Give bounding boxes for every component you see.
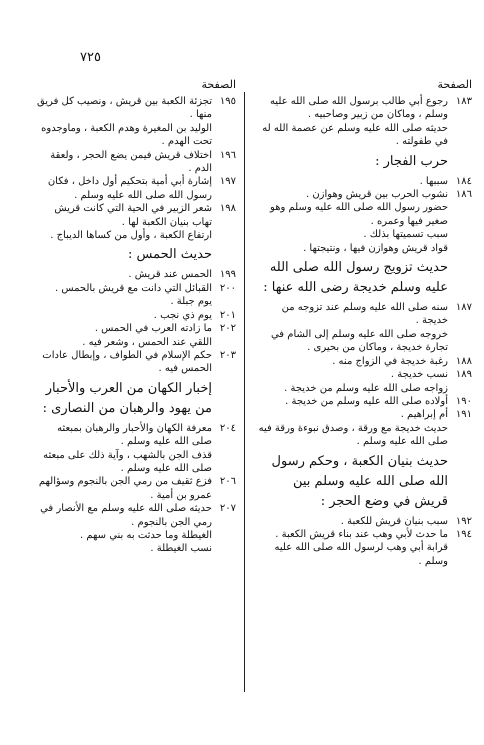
entry-text: رغبة خديجة في الزواج منه .	[332, 355, 448, 367]
entry-text: ما زادته العرب في الحمس .	[94, 323, 212, 335]
index-entry	[36, 349, 236, 376]
entry-text: سببها .	[419, 175, 448, 187]
index-entry	[36, 149, 236, 176]
column-body-right	[256, 95, 472, 568]
section-heading: حديث بنيان الكعبة ، وحكم رسول الله صلى الله عليه وسلم بين قريش في وضع الحجر :	[271, 453, 448, 509]
page-ref-number: ١٩٢	[455, 515, 472, 527]
entry-text: ما حدث لأبي وهب عند بناء قريش الكعبة .	[275, 528, 448, 540]
page-ref-number: ٢٠٦	[219, 476, 236, 488]
index-entry	[36, 502, 236, 529]
index-entry	[256, 528, 472, 541]
entry-text: تجزئة الكعبة بين قريش ، ونصيب كل فريق منها .	[36, 96, 212, 121]
entry-continuation: ارتفاع الكعبة ، وأول من كساها الديباج .	[50, 230, 212, 242]
page-ref-number: ٢٠٤	[219, 422, 236, 434]
page-ref-number: ٢٠٧	[219, 503, 236, 515]
page-ref-number: ٢٠٠	[219, 282, 236, 294]
entry-text: أم إبراهيم .	[400, 409, 448, 421]
entry-continuation: يوم جبلة .	[170, 296, 212, 308]
index-column-left	[36, 78, 236, 556]
index-entry	[36, 202, 236, 229]
page-ref-number: ١٩٥	[219, 96, 236, 107]
entry-text: الحمس عند قريش .	[128, 269, 212, 281]
entry-text: يوم ذي نجب .	[153, 309, 212, 321]
entry-continuation: قذف الجن بالشهب ، وآية ذلك على مبعثه صلى الله عليه وسلم .	[43, 449, 212, 474]
index-entry	[36, 175, 236, 202]
entry-text: فزع ثقيف من رمي الجن بالنجوم وسؤالهم عمرو بن أمية .	[38, 476, 212, 501]
section-heading: إخبار الكهان من العرب والأحبار من يهود والرهبان من النصارى :	[42, 380, 212, 416]
entry-text: حديثه صلى الله عليه وسلم مع الأنصار في رمي الجن بالنجوم .	[40, 503, 212, 528]
index-column-right	[256, 78, 472, 568]
entry-continuation: حضور رسول الله صلى الله عليه وسلم وهو صغير فيها وعمره .	[270, 202, 448, 227]
entry-text: اختلاف قريش فيمن يضع الحجر ، ولعقة الدم .	[50, 149, 212, 175]
index-entry	[256, 408, 472, 421]
column-header-right: الصفحة	[437, 78, 472, 91]
index-entry	[36, 422, 236, 449]
entry-continuation: الوليد بن المغيرة وهدم الكعبة ، وماوجدوه تحت الهدم .	[41, 122, 212, 148]
entry-continuation: نسب الغيطلة .	[150, 543, 212, 555]
entry-text: إشارة أبي أمية بتحكيم أول داخل ، فكان رسول الله صلى الله عليه وسلم .	[47, 176, 212, 201]
entry-text: نسب خديجة .	[390, 369, 448, 381]
column-body-left	[36, 95, 236, 556]
page-ref-number: ١٨٦	[455, 189, 472, 201]
page-ref-number: ١٩١	[455, 409, 472, 421]
entry-text: سنه صلى الله عليه وسلم عند تزوجه من خديجة .	[281, 302, 448, 327]
index-entry	[256, 95, 472, 122]
page-ref-number: ١٩٩	[219, 269, 236, 281]
index-entry	[256, 355, 472, 368]
entry-text: سبب بنيان قريش للكعبة .	[340, 515, 448, 527]
entry-continuation: سبب تسميتها بذلك .	[363, 229, 448, 241]
index-entry	[36, 475, 236, 502]
index-entry	[36, 282, 236, 295]
page-ref-number: ١٨٨	[455, 355, 472, 367]
entry-text: القبائل التي دانت مع قريش بالحمس .	[55, 282, 212, 294]
entry-text: رجوع أبي طالب برسول الله صلى الله عليه وسلم ، وماكان من زبير وصاحبيه .	[269, 96, 448, 121]
entry-continuation: الغيطلة وما حدثت به بني سهم .	[80, 529, 212, 541]
index-entry	[256, 188, 472, 201]
page-ref-number: ١٨٣	[455, 96, 472, 107]
page-ref-number: ١٨٤	[455, 175, 472, 187]
entry-continuation: زواجه صلى الله عليه وسلم من خديجة .	[284, 382, 448, 394]
entry-continuation: حديثه صلى الله عليه وسلم عن عصمة الله له في طفولته .	[262, 122, 448, 148]
section-heading: حديث تزويج رسول الله صلى الله عليه وسلم خديجة رضى الله عنها :	[263, 260, 448, 296]
section-heading: حديث الحمس :	[128, 247, 212, 263]
page-ref-number: ١٨٩	[455, 369, 472, 381]
entry-text: نشوب الحرب بين قريش وهوازن .	[305, 189, 448, 201]
page-ref-number: ٢٠٣	[219, 349, 236, 361]
page-ref-number: ١٨٧	[455, 302, 472, 314]
entry-continuation: قرابة أبي وهب لرسول الله صلى الله عليه وسلم .	[274, 542, 448, 567]
entry-continuation: حديث خديجة مع ورقة ، وصدق نبوءة ورقة فيه صلى الله عليه وسلم .	[258, 422, 448, 448]
page-ref-number: ٢٠٢	[219, 323, 236, 335]
page-number: ٧٢٥	[80, 50, 101, 65]
page-ref-number: ١٩٧	[219, 176, 236, 188]
entry-text: حكم الإسلام في الطواف ، وإبطال عادات الحمس فيه .	[42, 349, 212, 375]
entry-text: معرفة الكهان والأحبار والرهبان بمبعثه صلى الله عليه وسلم .	[57, 422, 212, 448]
entry-text: أولاده صلى الله عليه وسلم من خديجة .	[285, 395, 448, 407]
entry-continuation: اللقي عند الحمس ، وشعر فيه .	[82, 336, 212, 348]
entry-continuation: خروجه صلى الله عليه وسلم إلى الشام في تجارة خديجة ، وماكان من بحيرى .	[270, 328, 448, 354]
section-heading: حرب الفجار :	[375, 153, 448, 169]
page-ref-number: ١٩٠	[455, 395, 472, 407]
column-divider	[244, 92, 245, 692]
index-entry	[256, 175, 472, 188]
index-entry	[256, 368, 472, 381]
index-entry	[256, 395, 472, 408]
page-ref-number: ١٩٨	[219, 203, 236, 215]
page-ref-number: ٢٠١	[219, 309, 236, 321]
page-ref-number: ١٩٤	[455, 528, 472, 540]
entry-text: شعر الزبير في الحية التي كانت قريش تهاب بنيان الكعبة لها .	[54, 203, 212, 228]
index-entry	[36, 268, 236, 281]
page-ref-number: ١٩٦	[219, 149, 236, 161]
index-entry	[256, 301, 472, 328]
index-entry	[36, 309, 236, 322]
index-entry	[36, 322, 236, 335]
index-entry	[256, 515, 472, 528]
entry-continuation: قواد قريش وهوازن فيها ، ونتيجتها .	[303, 242, 448, 254]
column-header-left: الصفحة	[201, 78, 236, 91]
index-entry	[36, 95, 236, 122]
